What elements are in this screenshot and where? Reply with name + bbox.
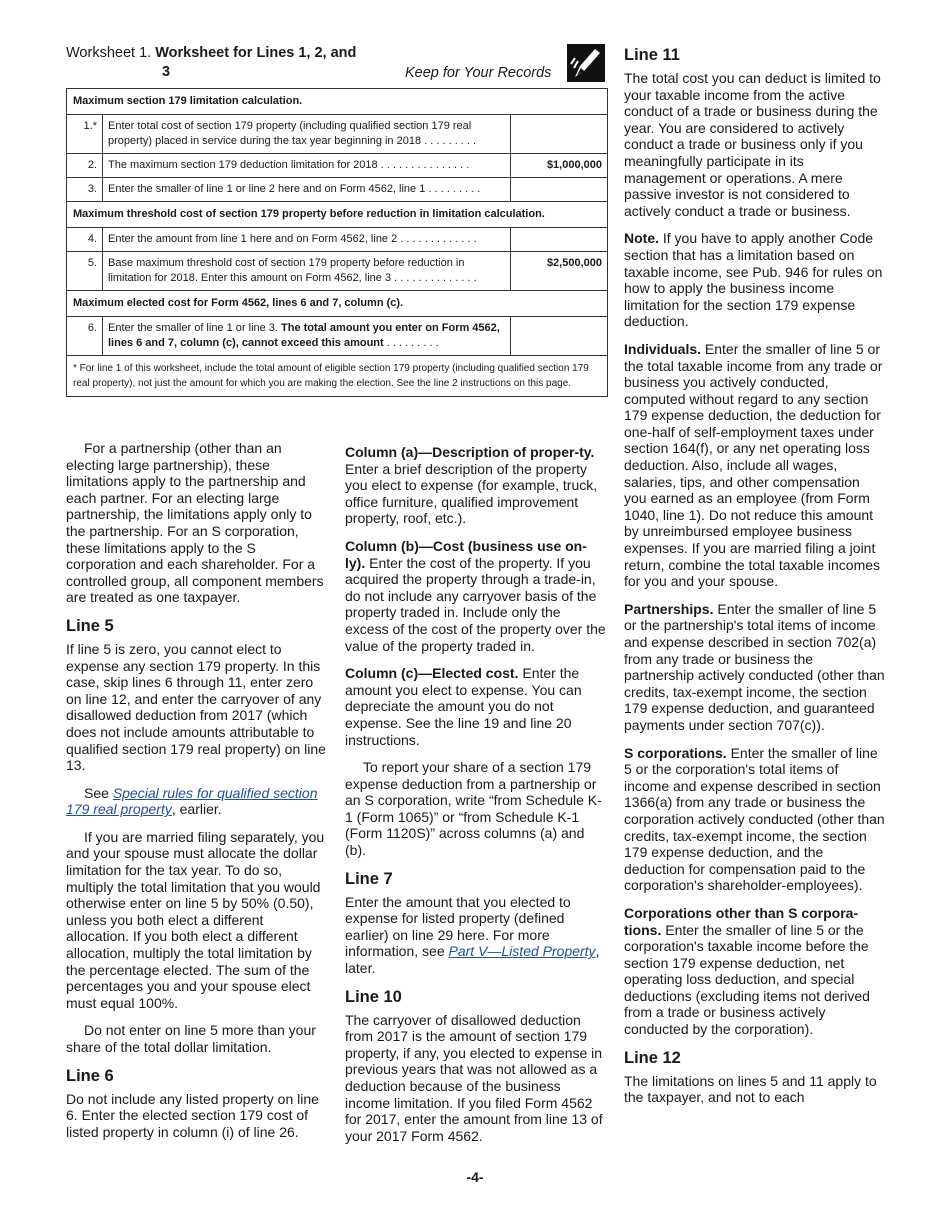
table-row xyxy=(67,115,607,154)
row-description: Enter the smaller of line 1 or line 3. The total amount you enter on Form 4562, lines 6 and 7, column (c), cannot exceed this amount . . . . . . . . . xyxy=(103,317,511,355)
paragraph: For a partnership (other than an electing large partnership), these limitations apply to the partnership and each partner. For an electing large partnership, the limitations apply only to the partnership. For an S corporation, these limitations apply to the S corporation and each shareholder. For a controlled group, all component members are treated as one taxpayer. xyxy=(66,440,324,606)
row-value: $1,000,000 xyxy=(546,159,602,171)
table-row xyxy=(67,178,607,202)
column-1 xyxy=(66,440,328,1151)
heading-line-6: Line 6 xyxy=(66,1066,114,1085)
part-v-listed-property-link[interactable]: Part V—Listed Property xyxy=(448,943,596,960)
worksheet-title-prefix: Worksheet 1. xyxy=(66,45,152,61)
special-rules-link[interactable]: Special rules for qualified section 179 real property xyxy=(66,784,318,818)
paragraph: Do not enter on line 5 more than your share of the total dollar limitation. xyxy=(66,1022,316,1055)
row-description: Enter the amount from line 1 here and on Form 4562, line 2 . . . . . . . . . . . . . xyxy=(103,228,511,251)
paragraph: Column (b)—Cost (business use on-ly). Enter the cost of the property. If you acquired the property through a trade-in, do not include any carryover basis of the property traded in. Include only the excess of the cost of the property over the value of the property traded in. xyxy=(345,537,606,654)
heading-line-11: Line 11 xyxy=(624,46,680,64)
table-row xyxy=(67,252,607,291)
paragraph: Corporations other than S corpora-tions. Enter the smaller of line 5 or the corporation's taxable income before the section 179 expense deduction, net operating loss deduction, and special deductions (excluding items not derived from a trade or business actively conducted by the corporation). xyxy=(624,904,870,1038)
worksheet-section-1: Maximum section 179 limitation calculation. xyxy=(67,89,607,115)
row-value[interactable] xyxy=(511,317,607,355)
row-number: 2. xyxy=(67,154,103,177)
worksheet-section-2: Maximum threshold cost of section 179 property before reduction in limitation calculation. xyxy=(67,202,607,228)
row-value[interactable] xyxy=(511,115,607,153)
row-value[interactable] xyxy=(511,178,607,201)
table-row xyxy=(67,154,607,178)
keep-records-label: Keep for Your Records xyxy=(405,65,552,81)
row-number: 3. xyxy=(67,178,103,201)
row-description: The maximum section 179 deduction limitation for 2018 . . . . . . . . . . . . . . . xyxy=(103,154,511,177)
row-description: Base maximum threshold cost of section 179 property before reduction in limitation for 2018. Enter this amount on Form 4562, line 3 . . . . . . . . . . . . . . xyxy=(103,252,511,290)
heading-line-5: Line 5 xyxy=(66,616,114,635)
worksheet-footnote: * For line 1 of this worksheet, include the total amount of eligible section 179 property (including qualified section 179 real property), not just the amount for which you are making the election. See the line 2 instructions on this page. xyxy=(73,363,589,389)
paragraph: S corporations. Enter the smaller of line 5 or the corporation's total items of income and expense described in section 1366(a) from any trade or business the corporation actively conducted (other than credits, tax-exempt income, the section 179 expense deduction, and the deduction for compensation paid to the corporation's shareholder-employees). xyxy=(624,744,885,894)
paragraph: Partnerships. Enter the smaller of line 5 or the partnership's total items of income and expense described in section 702(a) from any trade or business the partnership actively conducted (other than credits, tax-exempt income, the section 179 expense deduction, and guaranteed payments under section 707(c)). xyxy=(624,600,885,733)
table-row xyxy=(67,228,607,252)
paragraph: See Special rules for qualified section 179 real property, earlier. xyxy=(66,784,318,818)
paragraph: If you are married filing separately, you and your spouse must allocate the dollar limitation for the tax year. To do so, multiply the total limitation that you would otherwise enter on line 5 by 50% (0.50), unless you both elect a different allocation. If you both elect a different allocation, multiply the total limitation by the percentage elected. The sum of the percentages you and your spouse elect must equal 100%. xyxy=(66,828,325,1011)
paragraph: Column (a)—Description of proper-ty. Enter a brief description of the property you elect to expense (for example, truck, office furniture, qualified improvement property, roof, etc.). xyxy=(345,444,598,527)
table-row xyxy=(67,317,607,356)
paragraph: Enter the amount that you elected to expense for listed property (defined earlier) on line 29 here. For more information, see Part V—Listed Property, later. xyxy=(345,893,600,977)
worksheet-section-3: Maximum elected cost for Form 4562, lines 6 and 7, column (c). xyxy=(67,291,607,317)
row-value[interactable] xyxy=(511,228,607,251)
column-2 xyxy=(345,444,607,1155)
row-number: 6. xyxy=(67,317,103,355)
page-number: -4- xyxy=(466,1169,484,1185)
row-description: Enter total cost of section 179 property (including qualified section 179 real property) placed in service during the tax year beginning in 2018 . . . . . . . . . xyxy=(103,115,511,153)
worksheet-title xyxy=(66,44,396,82)
column-3 xyxy=(624,44,886,1117)
worksheet-title-main: Worksheet for Lines 1, 2, and xyxy=(155,45,357,61)
paragraph: If line 5 is zero, you cannot elect to expense any section 179 property. In this case, skip lines 6 through 11, enter zero on line 12, and enter the carryover of any disallowed deduction from 2017 (which does not include amounts attributable to qualified section 179 real property) on line 13. xyxy=(66,640,326,774)
row-value: $2,500,000 xyxy=(546,257,602,269)
paragraph: The limitations on lines 5 and 11 apply to the taxpayer, and not to each xyxy=(624,1072,877,1106)
row-number: 4. xyxy=(67,228,103,251)
paragraph: The carryover of disallowed deduction from 2017 is the amount of section 179 property, if any, you elected to expense in previous years that was not allowed as a deduction because of the business income limitation. If you filed Form 4562 for 2017, enter the amount from line 13 of your 2017 Form 4562. xyxy=(345,1011,603,1144)
heading-line-12: Line 12 xyxy=(624,1048,681,1067)
paragraph: Individuals. Enter the smaller of line 5 or the total taxable income from any trade or business you actively conducted, computed without regard to any section 179 expense deduction, the deduction for one-half of self-employment taxes under section 164(f), or any net operating loss deduction. Also, include all wages, salaries, tips, and other compensation you earned as an employee (from Form 1040, line 1). Do not reduce this amount by unreimbursed employee business expenses. If you are married filing a joint return, combine the total taxable incomes for you and your spouse. xyxy=(624,340,883,590)
paragraph: Do not include any listed property on line 6. Enter the elected section 179 cost of listed property in column (i) of line 26. xyxy=(66,1090,319,1140)
paragraph: To report your share of a section 179 expense deduction from a partnership or an S corporation, write “from Schedule K-1 (Form 1065)” or “from Schedule K-1 (Form 1120S)” across columns (a) and (b). xyxy=(345,759,602,859)
row-description: Enter the smaller of line 1 or line 2 here and on Form 4562, line 1 . . . . . . . . . xyxy=(103,178,511,201)
worksheet-title-num: 3 xyxy=(161,64,171,80)
heading-line-7: Line 7 xyxy=(345,869,393,888)
paragraph: Note. If you have to apply another Code section that has a limitation based on taxable income, see Pub. 946 for rules on how to apply the business income limitation for the section 179 expense deduction. xyxy=(624,230,883,330)
pencil-records-icon xyxy=(567,44,605,82)
worksheet-table xyxy=(66,88,608,397)
row-number: 5. xyxy=(67,252,103,290)
row-number: 1.* xyxy=(67,115,103,153)
paragraph: The total cost you can deduct is limited to your taxable income from the active conduct of a trade or business during the year. You are considered to actively conduct a trade or business only if you meaningfully participate in its management or operations. A mere passive investor is not considered to actively conduct a trade or business. xyxy=(624,70,881,219)
heading-line-10: Line 10 xyxy=(345,987,402,1006)
paragraph: Column (c)—Elected cost. Enter the amount you elect to expense. You can depreciate the amount you do not expense. See the line 19 and line 20 instructions. xyxy=(345,665,582,748)
